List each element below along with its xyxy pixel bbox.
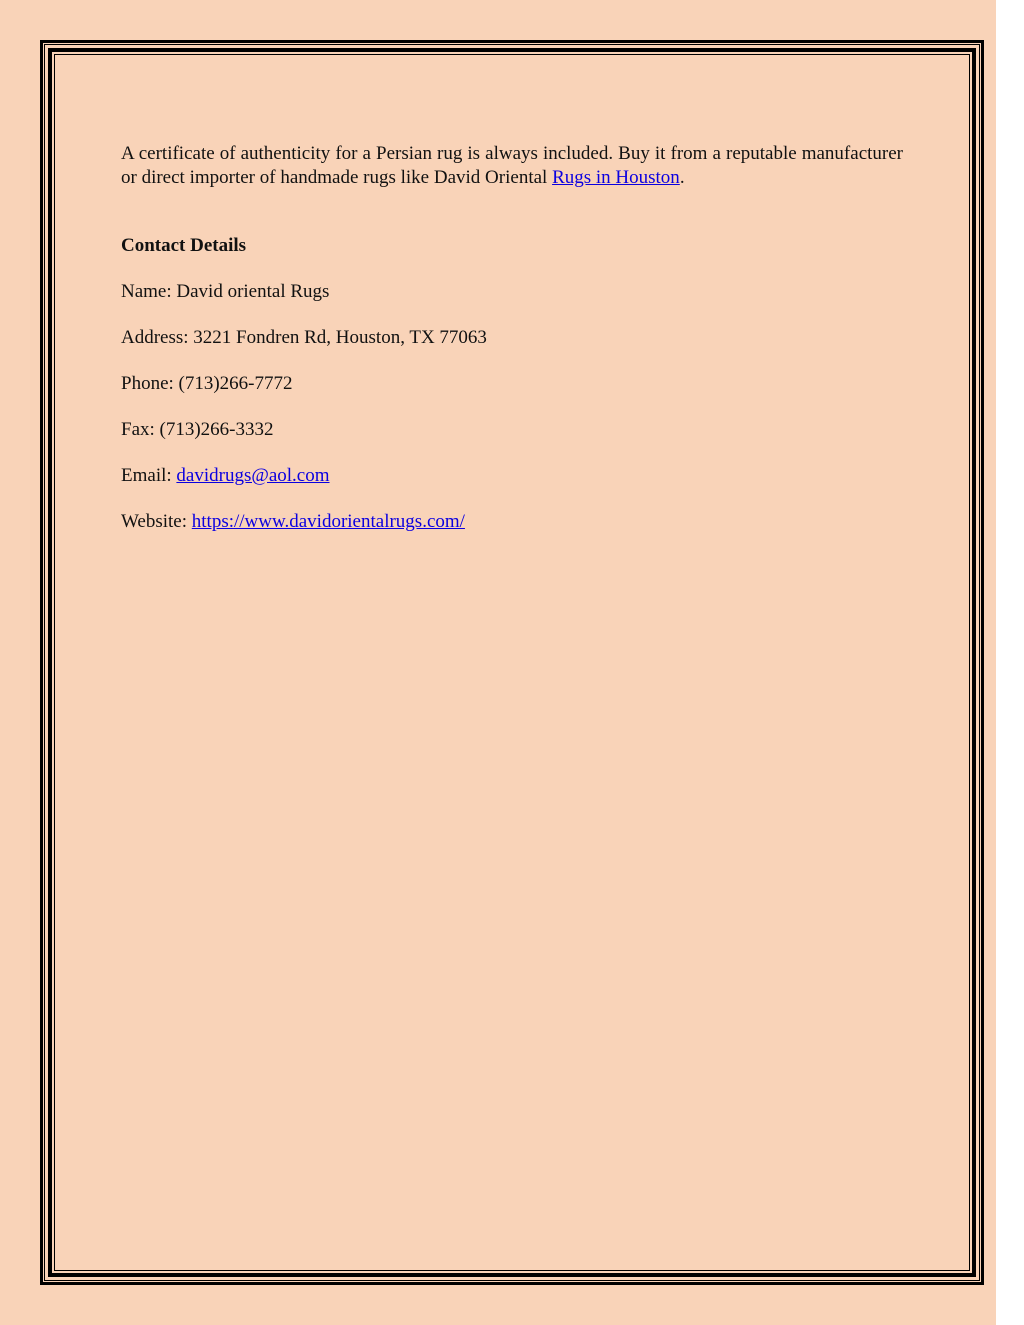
intro-period: .	[679, 167, 685, 188]
rugs-in-houston-link[interactable]: Rugs in Houston	[552, 167, 680, 188]
email-label: Email:	[121, 465, 177, 486]
email-link[interactable]: davidrugs@aol.com	[176, 465, 330, 486]
contact-email	[121, 464, 903, 488]
document-content	[121, 142, 903, 534]
contact-phone: Phone: (713)266-7772	[121, 373, 293, 394]
contact-website	[121, 510, 903, 534]
contact-name: Name: David oriental Rugs	[121, 281, 330, 302]
intro-text: A certificate of authenticity for a Persian rug is always included. Buy it from a reputable manufacturer or direct importer of handmade rugs like David Oriental	[121, 143, 903, 188]
contact-address: Address: 3221 Fondren Rd, Houston, TX 77063	[121, 327, 487, 348]
intro-paragraph	[121, 142, 903, 190]
contact-details-heading: Contact Details	[121, 235, 247, 256]
website-link[interactable]: https://www.davidorientalrugs.com/	[191, 511, 465, 532]
website-label: Website:	[121, 511, 192, 532]
contact-fax: Fax: (713)266-3332	[121, 419, 274, 440]
